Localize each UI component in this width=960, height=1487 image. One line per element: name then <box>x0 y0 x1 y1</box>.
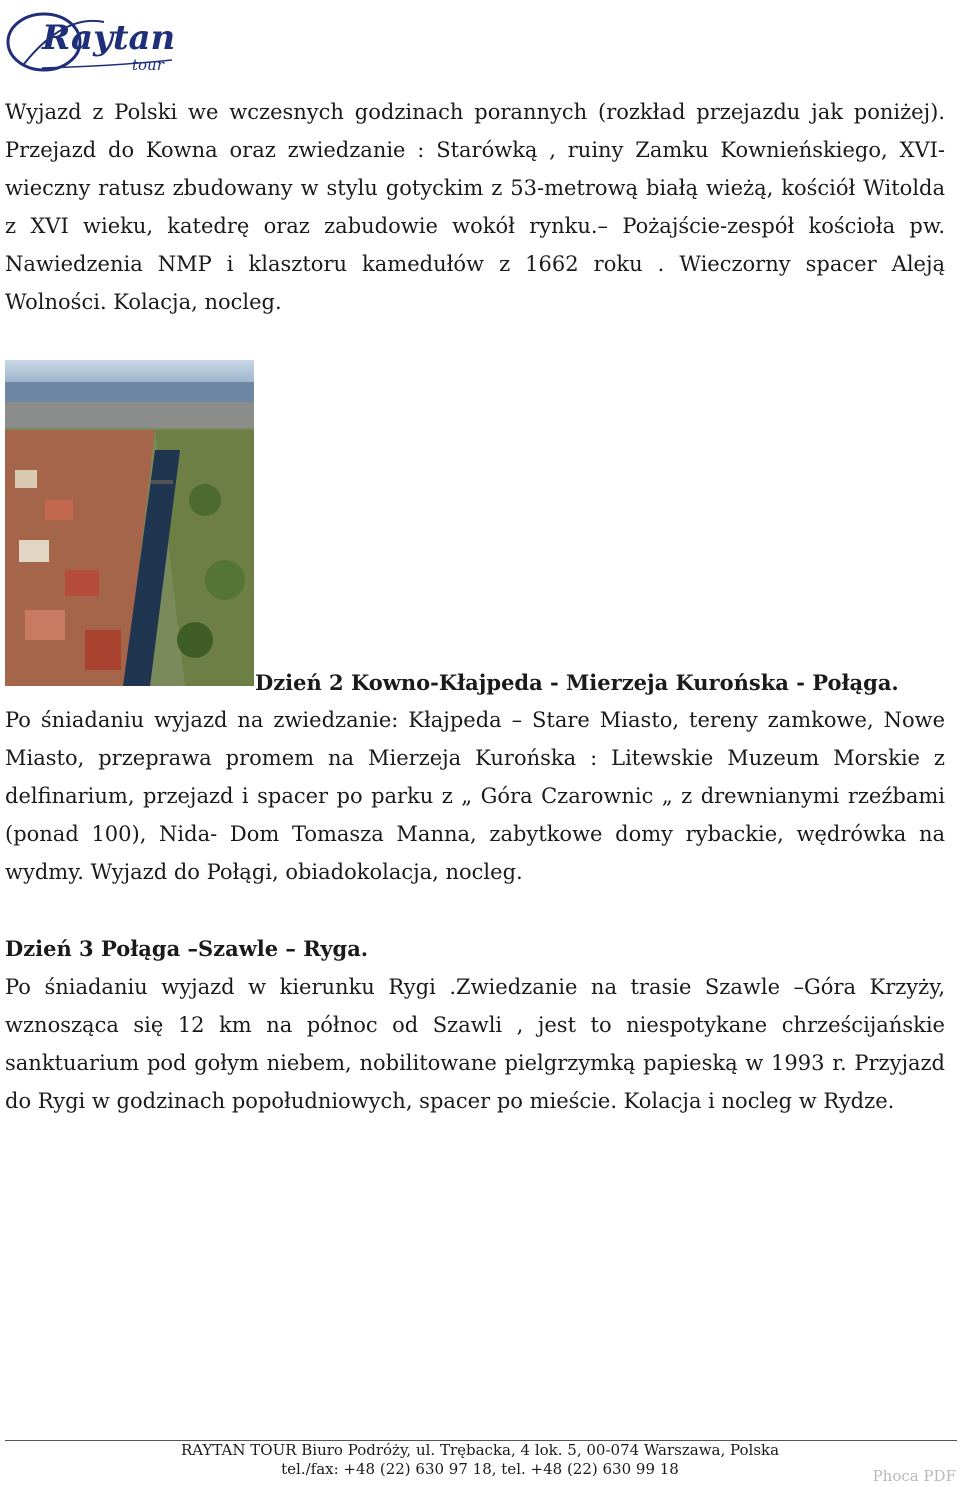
day3-description: Po śniadaniu wyjazd w kierunku Rygi .Zwiedzanie na trasie Szawle –Góra Krzyży, wznosząca się 12 km na północ od Szawli , jest to niespotykane chrześcijańskie sanktuarium pod gołym niebem, nobilitowane pielgrzymką papieską w 1993 r. Przyjazd do Rygi w godzinach popołudniowych, spacer po mieście. Kolacja i nocleg w Rydze. <box>5 975 945 1113</box>
day1-description: Wyjazd z Polski we wczesnych godzinach porannych (rozkład przejazdu jak poniżej). Przejazd do Kowna oraz zwiedzanie : Starówką , ruiny Zamku Kownieńskiego, XVI-wieczny ratusz zbudowany w stylu gotyckim z 53-metrową białą wieżą, kościół Witolda z XVI wieku, katedrę oraz zabudowie wokół rynku.– Pożajście-zespół kościoła pw. Nawiedzenia NMP i klasztoru kamedułów z 1662 roku . Wieczorny spacer Aleją Wolności. Kolacja, nocleg. <box>5 100 945 314</box>
logo-brand-text: Raytan <box>42 18 176 58</box>
logo-sub-text: tour <box>132 56 164 74</box>
aerial-city-photo <box>5 360 254 686</box>
day3-heading: Dzień 3 Połąga –Szawle – Ryga. <box>5 936 369 961</box>
phoca-pdf-link[interactable]: Phoca PDF <box>872 1467 956 1485</box>
footer-address: RAYTAN TOUR Biuro Podróży, ul. Trębacka, 4 lok. 5, 00-074 Warszawa, Polska <box>180 1441 780 1459</box>
day2-heading: Dzień 2 Kowno-Kłajpeda - Mierzeja Kurońska - Połąga. <box>255 670 899 695</box>
footer-phone: tel./fax: +48 (22) 630 97 18, tel. +48 (22) 630 99 18 <box>281 1460 679 1478</box>
day2-description: Po śniadaniu wyjazd na zwiedzanie: Kłajpeda – Stare Miasto, tereny zamkowe, Nowe Miasto, przeprawa promem na Mierzeja Kurońska : Litewskie Muzeum Morskie z delfinarium, przejazd i spacer po parku z „ Góra Czarownic „ z drewnianymi rzeźbami (ponad 100), Nida- Dom Tomasza Manna, zabytkowe domy rybackie, wędrówka na wydmy. Wyjazd do Połągi, obiadokolacja, nocleg. <box>5 708 945 884</box>
raytan-tour-logo <box>4 4 176 78</box>
aerial-photo-illustration <box>5 360 254 686</box>
footer <box>0 1441 960 1479</box>
